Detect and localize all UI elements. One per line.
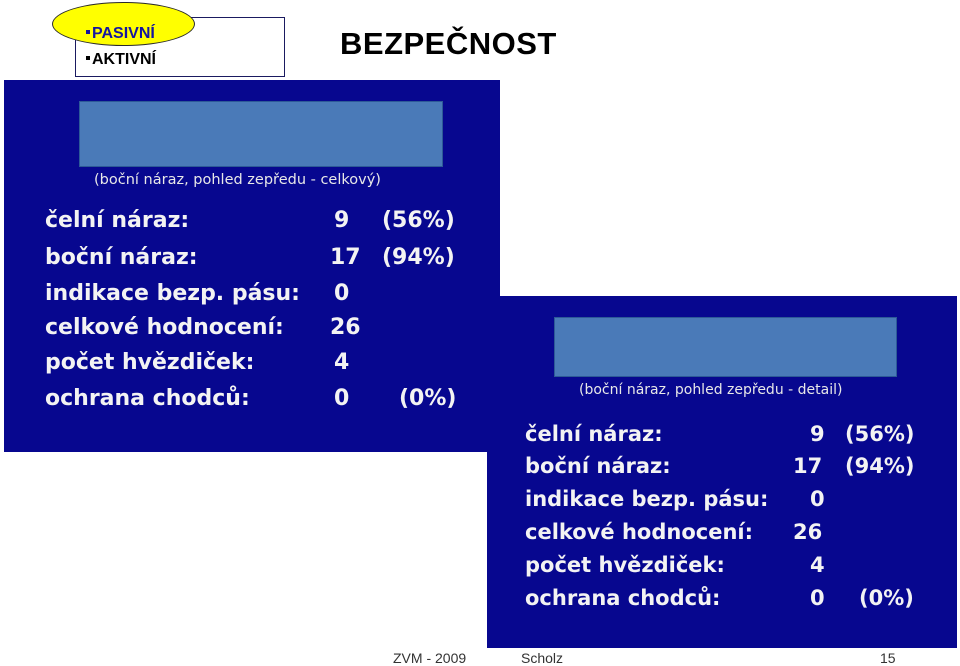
- result-label: indikace bezp. pásu:: [45, 281, 300, 306]
- menu-item-label: AKTIVNÍ: [92, 51, 156, 68]
- result-percent: (0%): [859, 586, 914, 610]
- result-percent: (56%): [845, 422, 915, 446]
- result-label: boční náraz:: [45, 245, 198, 270]
- result-label: počet hvězdiček:: [45, 350, 255, 375]
- result-label: celkové hodnocení:: [525, 520, 753, 544]
- footer-page-number: 15: [880, 650, 896, 666]
- result-value: 17: [793, 454, 823, 478]
- result-label: čelní náraz:: [525, 422, 663, 446]
- result-percent: (94%): [382, 245, 455, 270]
- result-value: 0: [334, 386, 350, 411]
- menu-item-pasivni[interactable]: [86, 25, 155, 43]
- result-value: 9: [810, 422, 825, 446]
- panel-image-header: [554, 317, 897, 377]
- result-value: 9: [334, 208, 350, 233]
- result-label: indikace bezp. pásu:: [525, 487, 769, 511]
- result-label: ochrana chodců:: [525, 586, 721, 610]
- result-value: 4: [334, 350, 350, 375]
- page-title: BEZPEČNOST: [340, 26, 557, 61]
- result-label: celkové hodnocení:: [45, 315, 284, 340]
- result-percent: (0%): [399, 386, 457, 411]
- result-label: boční náraz:: [525, 454, 671, 478]
- menu-item-aktivni[interactable]: [86, 51, 156, 69]
- result-label: ochrana chodců:: [45, 386, 250, 411]
- bullet-icon: [86, 30, 90, 34]
- crash-test-panel-overall: [4, 80, 500, 452]
- footer-author: Scholz: [521, 650, 564, 666]
- result-value: 4: [810, 553, 825, 577]
- panel-caption: (boční náraz, pohled zepředu - detail): [579, 382, 843, 398]
- menu-item-label: PASIVNÍ: [92, 25, 155, 42]
- footer-course: ZVM - 2009: [393, 650, 467, 666]
- result-value: 26: [330, 315, 361, 340]
- result-percent: (56%): [382, 208, 455, 233]
- result-percent: (94%): [845, 454, 915, 478]
- panel-image-header: [79, 101, 443, 167]
- result-label: počet hvězdiček:: [525, 553, 725, 577]
- crash-test-panel-detail: [487, 296, 957, 648]
- result-value: 0: [810, 586, 825, 610]
- result-value: 0: [810, 487, 825, 511]
- result-value: 0: [334, 281, 350, 306]
- panel-caption: (boční náraz, pohled zepředu - celkový): [94, 172, 381, 188]
- result-value: 17: [330, 245, 361, 270]
- result-label: čelní náraz:: [45, 208, 190, 233]
- bullet-icon: [86, 56, 90, 60]
- result-value: 26: [793, 520, 823, 544]
